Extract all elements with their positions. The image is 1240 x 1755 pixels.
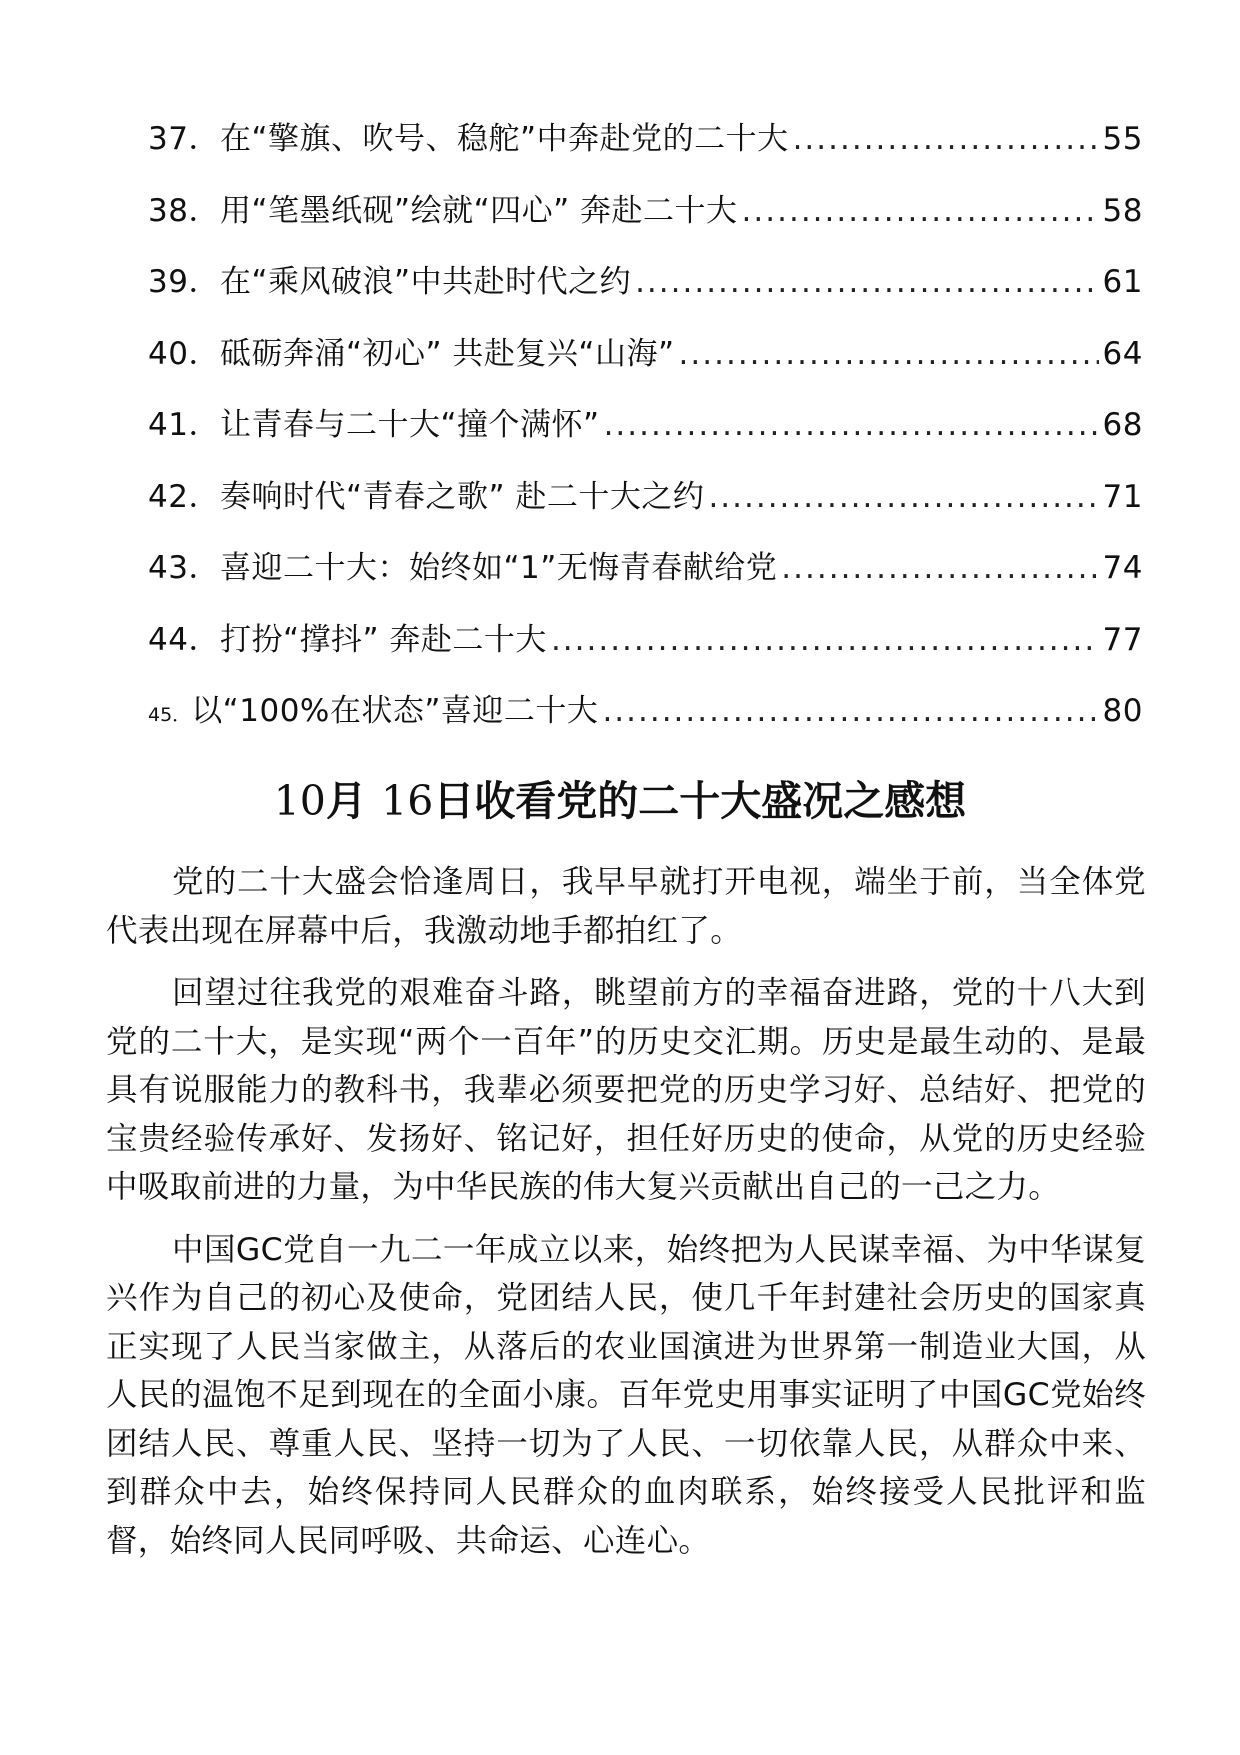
toc-dot-leader (551, 622, 1099, 658)
toc-entry-number: 41． (148, 407, 220, 443)
article-heading (0, 768, 1240, 827)
toc-dot-leader (604, 407, 1099, 443)
toc-entry-title: 在“擎旗、吹号、稳舵”中奔赴党的二十大 (219, 121, 789, 157)
toc-dot-leader (708, 479, 1098, 515)
table-of-contents (148, 113, 1143, 757)
toc-dot-leader (781, 550, 1098, 586)
toc-entry-number: 37． (148, 121, 220, 157)
toc-entry[interactable] (148, 399, 1143, 471)
toc-dot-leader (602, 693, 1098, 729)
toc-entry-page: 68 (1102, 407, 1143, 443)
toc-dot-leader (635, 264, 1098, 300)
toc-entry-title: 喜迎二十大：始终如“1”无悔青春献给党 (219, 550, 778, 586)
toc-entry-title: 让青春与二十大“撞个满怀” (219, 407, 600, 443)
heading-day: 16 (381, 777, 434, 825)
toc-entry-page: 58 (1102, 192, 1143, 229)
toc-entry[interactable] (148, 328, 1143, 400)
toc-entry[interactable] (148, 113, 1143, 185)
toc-entry-number: 45． (148, 704, 192, 726)
toc-entry-title: 砥砺奔涌“初心” 共赴复兴“山海” (219, 335, 675, 372)
toc-entry-page: 74 (1102, 550, 1143, 586)
toc-entry-number: 42． (148, 478, 220, 515)
toc-entry-page: 77 (1102, 621, 1143, 658)
toc-entry-page: 64 (1102, 335, 1143, 372)
toc-entry-title: 在“乘风破浪”中共赴时代之约 (219, 264, 632, 300)
toc-entry-number: 43． (148, 550, 220, 586)
toc-entry[interactable] (148, 256, 1143, 328)
toc-entry-number: 39． (148, 264, 220, 300)
toc-entry-title: 奏响时代“青春之歌” 赴二十大之约 (219, 478, 705, 515)
heading-month-char: 月 (325, 777, 367, 825)
toc-entry-title: 打扮“撑抖” 奔赴二十大 (219, 621, 547, 658)
toc-dot-leader (793, 121, 1099, 157)
toc-entry-title: 用“笔墨纸砚”绘就“四心” 奔赴二十大 (219, 192, 738, 229)
toc-entry-title: 以“100%在状态”喜迎二十大 (191, 693, 599, 729)
toc-entry-number: 44． (148, 621, 220, 658)
toc-dot-leader (742, 193, 1099, 229)
body-paragraph: 党的二十大盛会恰逢周日，我早早就打开电视，端坐于前，当全体党代表出现在屏幕中后，我激动地手都拍红了。 (106, 864, 1146, 949)
toc-entry-page: 55 (1102, 121, 1143, 157)
article-body (106, 858, 1146, 1579)
body-paragraph: 中国GC党自一九二一年成立以来，始终把为人民谋幸福、为中华谋复兴作为自己的初心及使命，党团结人民，使几千年封建社会历史的国家真正实现了人民当家做主，从落后的农业国演进为世界第一制造业大国，从人民的温饱不足到现在的全面小康。百年党史用事实证明了中国GC党始终团结人民、尊重人民、坚持一切为了人民、一切依靠人民，从群众中来、到群众中去，始终保持同人民群众的血肉联系，始终接受人民批评和监督，始终同人民同呼吸、共命运、心连心。 (106, 1231, 1146, 1559)
toc-entry[interactable] (148, 614, 1143, 686)
toc-entry[interactable] (148, 185, 1143, 257)
heading-month: 10 (273, 777, 326, 825)
toc-entry-number: 38． (148, 192, 220, 229)
body-paragraph: 回望过往我党的艰难奋斗路，眺望前方的幸福奋进路，党的十八大到党的二十大，是实现“两个一百年”的历史交汇期。历史是最生动的、是最具有说服能力的教科书，我辈必须要把党的历史学习好、总结好、把党的宝贵经验传承好、发扬好、铭记好，担任好历史的使命，从党的历史经验中吸取前进的力量，为中华民族的伟大复兴贡献出自己的一己之力。 (106, 975, 1146, 1205)
toc-entry[interactable] (148, 471, 1143, 543)
toc-entry[interactable] (148, 685, 1143, 757)
heading-title-rest: 日收看党的二十大盛况之感想 (433, 777, 967, 825)
toc-entry[interactable] (148, 542, 1143, 614)
toc-entry-page: 61 (1102, 264, 1143, 300)
toc-dot-leader (679, 336, 1099, 372)
toc-entry-page: 80 (1102, 693, 1143, 729)
toc-entry-number: 40． (148, 335, 220, 372)
toc-entry-page: 71 (1102, 478, 1143, 515)
